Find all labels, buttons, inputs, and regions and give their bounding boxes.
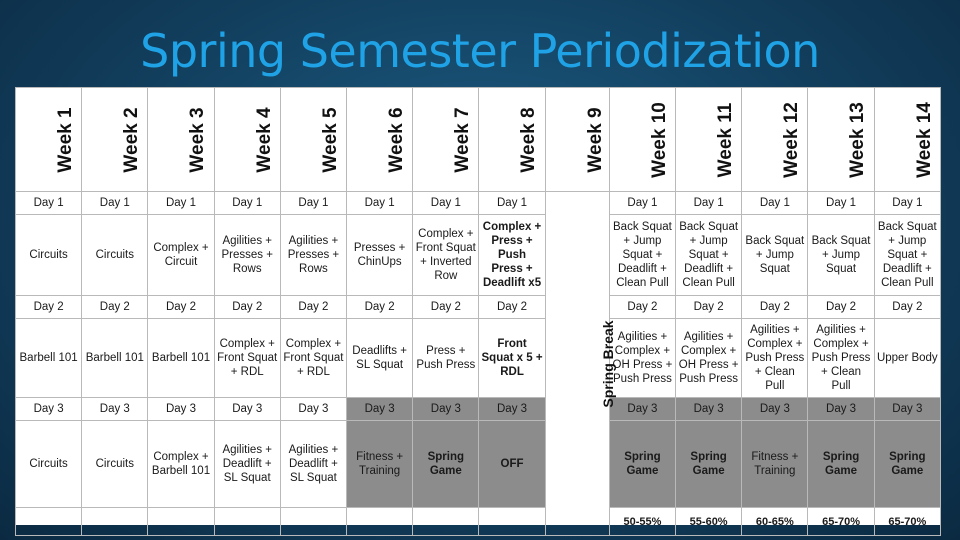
week-label: Week 5 xyxy=(319,106,341,173)
day1-activity-week-12: Back Squat + Jump Squat xyxy=(742,215,808,296)
day-label-cell: Day 1 xyxy=(16,192,82,215)
week-label: Week 9 xyxy=(584,106,606,173)
day-label-cell: Day 2 xyxy=(874,296,940,319)
day-label-cell: Day 1 xyxy=(609,192,675,215)
day-label-cell: Day 2 xyxy=(16,296,82,319)
day2-activity-week-7: Press + Push Press xyxy=(413,319,479,398)
intensity-percent-week-7 xyxy=(413,508,479,536)
day-row xyxy=(16,192,941,215)
intensity-percent-week-3 xyxy=(148,508,214,536)
day-label-cell: Day 1 xyxy=(82,192,148,215)
day-label-cell: Day 1 xyxy=(676,192,742,215)
week-label: Week 8 xyxy=(518,106,540,173)
spring-break-label: Spring Break xyxy=(599,319,616,408)
day3-activity-week-5: Agilities + Deadlift + SL Squat xyxy=(280,421,346,508)
day-label-cell: Day 1 xyxy=(808,192,874,215)
day2-activity-week-8: Front Squat x 5 + RDL xyxy=(479,319,545,398)
day-label-cell: Day 3 xyxy=(148,398,214,421)
week-header-8 xyxy=(479,88,545,192)
week-header-3 xyxy=(148,88,214,192)
day-label-cell: Day 3 xyxy=(214,398,280,421)
day-row xyxy=(16,296,941,319)
day-label-cell: Day 2 xyxy=(742,296,808,319)
day-label-cell: Day 2 xyxy=(479,296,545,319)
schedule-grid xyxy=(15,87,941,536)
day2-activity-week-5: Complex + Front Squat + RDL xyxy=(280,319,346,398)
intensity-percent-week-1 xyxy=(16,508,82,536)
day3-activity-week-11: Spring Game xyxy=(676,421,742,508)
weeks-row xyxy=(16,88,941,192)
week-label: Week 13 xyxy=(847,101,869,178)
day-label-cell: Day 2 xyxy=(214,296,280,319)
week-label: Week 14 xyxy=(913,101,935,178)
day3-activity-week-13: Spring Game xyxy=(808,421,874,508)
intensity-percent-week-14: 65-70% xyxy=(874,508,940,536)
day3-activity-week-2: Circuits xyxy=(82,421,148,508)
week-label: Week 11 xyxy=(715,102,737,177)
day1-activity-week-7: Complex + Front Squat + Inverted Row xyxy=(413,215,479,296)
day-label-cell: Day 1 xyxy=(479,192,545,215)
day-label-cell: Day 1 xyxy=(347,192,413,215)
day3-activity-week-12: Fitness + Training xyxy=(742,421,808,508)
day-label-cell: Day 1 xyxy=(874,192,940,215)
act3-row xyxy=(16,421,941,508)
day2-activity-week-4: Complex + Front Squat + RDL xyxy=(214,319,280,398)
day3-activity-week-3: Complex + Barbell 101 xyxy=(148,421,214,508)
day2-activity-week-10: Agilities + Complex + OH Press + Push Press xyxy=(609,319,675,398)
intensity-percent-week-8 xyxy=(479,508,545,536)
day-label-cell: Day 2 xyxy=(347,296,413,319)
day-label-cell: Day 2 xyxy=(676,296,742,319)
day2-activity-week-12: Agilities + Complex + Push Press + Clean Pull xyxy=(742,319,808,398)
day-label-cell: Day 3 xyxy=(479,398,545,421)
week-label: Week 12 xyxy=(781,101,803,178)
day-label-cell: Day 3 xyxy=(413,398,479,421)
week-header-9 xyxy=(545,88,609,192)
week-label: Week 2 xyxy=(121,106,143,173)
week-label: Week 6 xyxy=(386,106,408,173)
week-header-10 xyxy=(609,88,675,192)
day1-activity-week-11: Back Squat + Jump Squat + Deadlift + Clean Pull xyxy=(676,215,742,296)
day1-activity-week-8: Complex + Press + Push Press + Deadlift x5 xyxy=(479,215,545,296)
day-label-cell: Day 2 xyxy=(609,296,675,319)
day-label-cell: Day 3 xyxy=(16,398,82,421)
day-label-cell: Day 2 xyxy=(413,296,479,319)
day-label-cell: Day 3 xyxy=(347,398,413,421)
day-label-cell: Day 1 xyxy=(148,192,214,215)
intensity-percent-week-2 xyxy=(82,508,148,536)
week-label: Week 7 xyxy=(452,106,474,173)
week-header-13 xyxy=(808,88,874,192)
spring-break-cell xyxy=(545,192,616,536)
day3-activity-week-7: Spring Game xyxy=(413,421,479,508)
page-title: Spring Semester Periodization xyxy=(140,24,820,78)
week-header-6 xyxy=(347,88,413,192)
day-label-cell: Day 1 xyxy=(280,192,346,215)
day2-activity-week-13: Agilities + Complex + Push Press + Clean Pull xyxy=(808,319,874,398)
week-header-7 xyxy=(413,88,479,192)
week-header-12 xyxy=(742,88,808,192)
day-label-cell: Day 3 xyxy=(874,398,940,421)
intensity-percent-week-5 xyxy=(280,508,346,536)
week-header-11 xyxy=(676,88,742,192)
week-header-14 xyxy=(874,88,940,192)
intensity-percent-week-10: 50-55% xyxy=(609,508,675,536)
week-header-2 xyxy=(82,88,148,192)
day2-activity-week-3: Barbell 101 xyxy=(148,319,214,398)
day2-activity-week-6: Deadlifts + SL Squat xyxy=(347,319,413,398)
day2-activity-week-2: Barbell 101 xyxy=(82,319,148,398)
day-label-cell: Day 3 xyxy=(808,398,874,421)
day1-activity-week-5: Agilities + Presses + Rows xyxy=(280,215,346,296)
day-label-cell: Day 1 xyxy=(214,192,280,215)
day1-activity-week-1: Circuits xyxy=(16,215,82,296)
day3-activity-week-8: OFF xyxy=(479,421,545,508)
day1-activity-week-4: Agilities + Presses + Rows xyxy=(214,215,280,296)
day-label-cell: Day 3 xyxy=(82,398,148,421)
day1-activity-week-13: Back Squat + Jump Squat xyxy=(808,215,874,296)
day-label-cell: Day 3 xyxy=(280,398,346,421)
week-label: Week 4 xyxy=(253,106,275,173)
act2-row xyxy=(16,319,941,398)
day-label-cell: Day 1 xyxy=(742,192,808,215)
week-label: Week 10 xyxy=(648,101,670,178)
intensity-percent-week-12: 60-65% xyxy=(742,508,808,536)
act1-row xyxy=(16,215,941,296)
day-label-cell: Day 3 xyxy=(742,398,808,421)
week-header-4 xyxy=(214,88,280,192)
intensity-percent-week-11: 55-60% xyxy=(676,508,742,536)
day1-activity-week-3: Complex + Circuit xyxy=(148,215,214,296)
week-label: Week 1 xyxy=(55,106,76,173)
week-header-5 xyxy=(280,88,346,192)
day3-activity-week-10: Spring Game xyxy=(609,421,675,508)
day-label-cell: Day 2 xyxy=(148,296,214,319)
week-header-1 xyxy=(16,88,82,192)
intensity-percent-week-4 xyxy=(214,508,280,536)
intensity-percent-week-13: 65-70% xyxy=(808,508,874,536)
day-label-cell: Day 2 xyxy=(82,296,148,319)
day2-activity-week-1: Barbell 101 xyxy=(16,319,82,398)
day1-activity-week-2: Circuits xyxy=(82,215,148,296)
day-label-cell: Day 1 xyxy=(413,192,479,215)
day1-activity-week-14: Back Squat + Jump Squat + Deadlift + Clean Pull xyxy=(874,215,940,296)
day-label-cell: Day 2 xyxy=(808,296,874,319)
day-label-cell: Day 3 xyxy=(676,398,742,421)
week-label: Week 3 xyxy=(187,106,209,173)
pct-row xyxy=(16,508,941,536)
day3-activity-week-4: Agilities + Deadlift + SL Squat xyxy=(214,421,280,508)
day2-activity-week-11: Agilities + Complex + OH Press + Push Press xyxy=(676,319,742,398)
periodization-table xyxy=(15,87,941,528)
day2-activity-week-14: Upper Body xyxy=(874,319,940,398)
day3-activity-week-6: Fitness + Training xyxy=(347,421,413,508)
day1-activity-week-6: Presses + ChinUps xyxy=(347,215,413,296)
day-label-cell: Day 2 xyxy=(280,296,346,319)
day1-activity-week-10: Back Squat + Jump Squat + Deadlift + Clean Pull xyxy=(609,215,675,296)
intensity-percent-week-6 xyxy=(347,508,413,536)
day-label-cell: Day 3 xyxy=(609,398,675,421)
day-row xyxy=(16,398,941,421)
day3-activity-week-14: Spring Game xyxy=(874,421,940,508)
day3-activity-week-1: Circuits xyxy=(16,421,82,508)
